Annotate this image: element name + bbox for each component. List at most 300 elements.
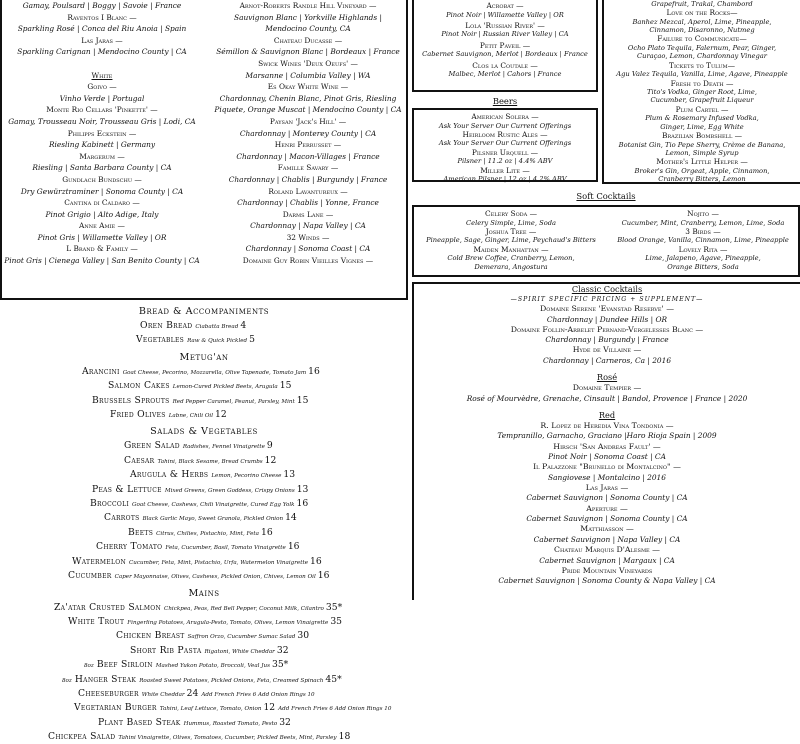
menu-item-description: Citrus, Chilies, Pistachio, Mint, Feta: [156, 530, 259, 537]
menu-item-description: Roasted Sweet Potatoes, Pickled Onions, Feta, Creamed Spinach: [139, 677, 324, 684]
red-wine-description: Pinot Noir | Willamette Valley | OR: [446, 10, 564, 19]
wine-category: Red: [598, 409, 616, 420]
wine-description: Gamay, Trousseau Noir, Trousseau Gris | Lodi, CA: [8, 116, 196, 126]
wine-row: [2, 12, 202, 24]
cocktails-panel: [602, 0, 800, 184]
menu-item: [0, 378, 408, 392]
soft-cocktail-description: Lime, Jalapeno, Agave, Pineapple,: [645, 254, 761, 263]
wine-name: Hirsch 'San Andreas Fault' —: [553, 441, 661, 451]
menu-item-price: 30: [297, 630, 310, 642]
menu-item: [0, 438, 408, 452]
soft-cocktail-entry: [416, 245, 606, 271]
beers-panel: [412, 96, 598, 184]
menu-item-description: Fingerling Potatoes, Arugula-Pesto, Tomato, Olives, Lemon Vinaigrette: [127, 619, 329, 626]
menu-item: [0, 525, 408, 539]
cocktail-name: Plum Cartel —: [675, 104, 729, 114]
menu-item-addon: Add French Fries 6 Add Onion Rings 10: [278, 706, 392, 713]
beer-description: American Pilsner | 12 oz | 4.2% ABV: [443, 175, 567, 184]
beer-entry: [414, 130, 596, 148]
menu-item-price: 32: [279, 716, 291, 728]
bread-section-title: Bread & Accompaniments: [138, 306, 270, 317]
menu-item-price: 16: [296, 498, 309, 510]
menu-item-description: Goat Cheese, Pecorino, Mozzarella, Olive Tapenade, Tomato Jam: [122, 369, 307, 376]
soft-cocktails-header: [412, 188, 800, 204]
wine-column-left: [2, 0, 202, 267]
wine-row: [2, 220, 202, 232]
menu-item-name: Salmon Cakes: [108, 380, 170, 392]
cocktail-description: Banhez Mezcal, Aperol, Lime, Pineapple,: [632, 17, 772, 26]
menu-item-description: Mixed Greens, Green Goddess, Crispy Onions: [164, 487, 295, 494]
menu-item-name: Plant Based Steak: [98, 716, 181, 728]
cocktail-description: Lemon, Simple Syrup: [665, 148, 739, 157]
menu-item-name: Green Salad: [124, 440, 180, 452]
menu-item: [0, 729, 408, 743]
wine-column-right: [208, 0, 408, 267]
menu-item-addon: Add French Fries 6 Add Onion Rings 10: [201, 691, 315, 698]
beer-entry: [414, 148, 596, 166]
menu-item: [0, 539, 408, 553]
wine-name: L Brand & Family —: [66, 244, 138, 254]
wine-description: Chardonnay, Chenin Blanc, Pinot Gris, Riesling: [219, 93, 397, 103]
red-wine-panel: [412, 0, 598, 92]
red-wine-description: Malbec, Merlot | Cahors | France: [448, 70, 562, 79]
metugan-section-title: Metug'an: [179, 351, 229, 363]
soft-cocktail-description: Celery Simple, Lime, Soda: [466, 218, 556, 227]
wine-description: Tempranillo, Garnacho, Graciano |Haro Rioja Spain | 2009: [497, 431, 717, 441]
cocktail-entry: [604, 79, 800, 105]
wine-name: Las Jaras —: [585, 482, 629, 492]
menu-item: [0, 496, 408, 510]
menu-item-description: Ciabatta Bread: [195, 324, 239, 330]
menu-item-description: Rigatoni, White Cheddar: [204, 648, 275, 655]
wine-description: Pinot Grigio | Alto Adige, Italy: [45, 209, 159, 219]
wine-description: Chardonnay | Dundee Hills | OR: [546, 314, 668, 324]
wine-row: [208, 93, 408, 105]
wine-name: Roland Lavantureux —: [268, 186, 348, 196]
menu-item-price: 45*: [325, 673, 342, 685]
menu-item-description: Tahini Vinaigrette, Olives, Tomatoes, Cucumber, Pickled Beets, Mint, Parsley: [118, 735, 337, 742]
soft-cocktail-entry: [608, 245, 798, 271]
red-wine-entry: [414, 21, 596, 39]
wine-row: [208, 12, 408, 24]
wine-name: Es Okay White Wine —: [267, 82, 349, 92]
menu-item: [0, 393, 408, 407]
menu-item-name: Caesar: [124, 454, 155, 466]
wine-row: [208, 255, 408, 267]
cocktail-name: Mother's Little Helper —: [656, 157, 748, 167]
wine-row: [2, 23, 202, 35]
menu-item-name: Beef Sirloin: [96, 659, 153, 671]
menu-item-price: 4: [240, 320, 247, 331]
wine-row: [2, 255, 202, 267]
wine-row: [208, 209, 408, 221]
wine-row: [208, 0, 408, 12]
soft-cocktails-title: Soft Cocktails: [576, 191, 636, 201]
menu-item-name: Cheeseburger: [78, 687, 139, 699]
portion-size: 8oz: [62, 677, 72, 684]
wine-name: Domaine Tempier —: [572, 383, 642, 393]
wine-description: Chardonnay | Napa Valley | CA: [250, 221, 366, 231]
menu-item-description: Raw & Quick Pickled: [187, 338, 248, 345]
cocktail-description: Agu Valez Tequila, Vanilla, Lime, Agave, Pineapple: [616, 70, 788, 79]
menu-item-price: 16: [260, 526, 273, 538]
beer-description: Ask Your Server Our Current Offerings: [438, 121, 572, 130]
wine-name: Chateau Marquis D'Alesme —: [554, 545, 660, 555]
wine-name: Monte Rio Cellars 'Pinkette' —: [46, 105, 158, 115]
menu-item-price: 9: [266, 440, 273, 452]
wine-description: Chardonnay | Carneros, Ca | 2016: [542, 355, 672, 365]
menu-item: [0, 318, 408, 332]
menu-item-description: Labne, Chili Oil: [168, 413, 213, 420]
cocktail-description: Cranberry Bitters, Lemon: [658, 175, 746, 184]
menu-item-name: Oren Bread: [140, 320, 193, 331]
cocktail-entry: [604, 61, 800, 79]
wine-name: Domaine Guy Robin Vieilles Vignes —: [242, 256, 374, 266]
cocktail-entry: [604, 105, 800, 131]
beers-box: [412, 108, 598, 182]
menu-item-price: 15: [296, 394, 309, 406]
cocktail-description: Ocho Plato Tequila, Falernum, Pear, Ginger,: [627, 44, 777, 53]
menu-item-price: 12: [264, 454, 277, 466]
red-wine-entry: [414, 61, 596, 79]
wine-row: [208, 139, 408, 151]
cocktail-name: Tickets to Tulum—: [669, 60, 735, 70]
beer-name: Pilsner Urquell —: [471, 147, 539, 157]
wine-description: Pinot Gris | Cienega Valley | San Benito County | CA: [4, 256, 200, 266]
wine-name: Goivo —: [87, 82, 117, 92]
soft-cocktail-description: Pineapple, Sage, Ginger, Lime, Peychaud's Bitters: [426, 236, 596, 245]
menu-item: [0, 700, 408, 714]
wine-description: Riesling | Santa Barbara County | CA: [32, 163, 172, 173]
wine-row: [2, 104, 202, 116]
wine-row: [208, 58, 408, 70]
soft-cocktails-box: [412, 205, 800, 277]
wine-row: [208, 35, 408, 47]
menu-item-price: 16: [310, 555, 322, 567]
wine-name: Domaine Serene 'Evanstad Reserve' —: [539, 304, 674, 313]
menu-item-description: Radishes, Fennel Vinaigrette: [182, 444, 265, 451]
wine-row: [208, 46, 408, 58]
wine-description: Gamay, Poulsard | Boggy | Savoie | France: [22, 1, 182, 10]
red-wine-name: Clos la Coutale —: [472, 60, 538, 70]
wine-row: [2, 174, 202, 186]
wine-name: Margerum —: [79, 151, 125, 161]
white-wine-panel: [0, 0, 408, 300]
wine-description: Cabernet Sauvignon | Sonoma County | CA: [526, 514, 688, 524]
menu-item-name: Beets: [128, 526, 154, 538]
soft-cocktail-name: Joshua Tree —: [485, 226, 537, 236]
cocktail-description: Botanist Gin, Tio Pepe Sherry, Crème de Banana,: [618, 140, 786, 149]
menu-item-price: 5: [249, 334, 255, 346]
wine-row: [208, 232, 408, 244]
menu-item-description: Red Pepper Caramel, Peanut, Parsley, Mint: [172, 398, 295, 405]
wine-name: Il Palazzone "Brunello di Montalcino" —: [533, 462, 681, 472]
wine-name: Swick Wines 'Deux Oeufs' —: [258, 58, 358, 68]
wine-row: [208, 104, 408, 116]
wine-description: Cabernet Sauvignon | Margaux | CA: [539, 555, 675, 565]
beer-name: American Solera —: [471, 112, 539, 121]
soft-cocktail-name: Nojito —: [687, 209, 719, 218]
menu-item: [0, 568, 408, 582]
wine-row: [208, 151, 408, 163]
wine-row: [2, 81, 202, 93]
menu-item-description: Saffron Orzo, Cucumber Sumac Salad: [187, 634, 296, 641]
menu-item-price: 24: [186, 687, 199, 699]
menu-item-name: Brussels Sprouts: [92, 394, 170, 406]
wine-row: [208, 220, 408, 232]
wine-description: Sparkling Rosé | Conca del Riu Anoia | Spain: [17, 24, 187, 34]
menu-item: [0, 554, 408, 568]
menu-item-description: Cucumber, Feta, Mint, Pistachio, Urfa, Watermelon Vinaigrette: [129, 559, 309, 566]
cocktail-description: Tito's Vodka, Ginger Root, Lime,: [647, 88, 757, 97]
wine-name: 32 Winds —: [286, 232, 330, 242]
pricing-note: —SPIRIT SPECIFIC PRICING + SUPPLEMENT—: [510, 296, 704, 303]
wine-row: [2, 186, 202, 198]
wine-description: Sparkling Carignan | Mendocino County | CA: [17, 47, 187, 57]
wine-name: Arnot-Roberts Randle Hill Vineyard —: [239, 1, 377, 10]
menu-item-price: 18: [338, 731, 351, 743]
menu-item-name: Za'atar Crusted Salmon: [54, 601, 162, 613]
menu-item-name: Watermelon: [72, 555, 127, 567]
menu-item-name: Short Rib Pasta: [130, 644, 202, 656]
wine-row: [2, 93, 202, 105]
soft-cocktail-description: Demerara, Angostura: [474, 262, 548, 271]
soft-cocktail-name: 3 Birds —: [685, 226, 721, 236]
menu-item-price: 14: [285, 512, 297, 524]
wine-name: Raventos I Blanc —: [67, 12, 137, 22]
wine-description: Cabernet Sauvignon | Napa Valley | CA: [533, 534, 681, 544]
wine-description: Mendocino County, CA: [265, 24, 351, 34]
menu-item-name: Vegetables: [136, 334, 185, 346]
menu-item-description: Lemon-Cured Pickled Beets, Arugula: [172, 384, 278, 391]
menu-item-description: Lemon, Pecorino Cheese: [211, 473, 282, 480]
red-wine-name: Acrobat —: [486, 1, 524, 10]
wine-description: Chardonnay | Monterey County | CA: [239, 128, 377, 138]
wine-row: [2, 243, 202, 255]
soft-cocktail-entry: [608, 227, 798, 245]
cocktail-entry: [604, 157, 800, 183]
wine-row: [2, 46, 202, 58]
wine-row: [2, 70, 202, 82]
menu-item-name: Broccoli: [90, 498, 130, 510]
menu-item: [0, 672, 408, 686]
menu-item: [0, 332, 408, 346]
cocktail-description: Grapefruit, Trakal, Chambord: [651, 0, 753, 8]
menu-item: [0, 600, 408, 614]
menu-item-price: 35: [330, 615, 343, 627]
soft-cocktail-name: Lovely Rita —: [678, 244, 728, 254]
wine-name: Philipps Eckstein —: [67, 128, 137, 138]
menu-item: [0, 614, 408, 628]
wine-description: Cabernet Sauvignon | Sonoma County & Napa Valley | CA: [498, 576, 716, 586]
wine-name: Darms Lane —: [282, 209, 334, 219]
wine-row: [208, 174, 408, 186]
wine-row: [2, 162, 202, 174]
menu-item: [0, 715, 408, 729]
cocktail-description: Ginger, Lime, Egg White: [660, 122, 744, 131]
cocktail-description: Broker's Gin, Orgeat, Apple, Cinnamon,: [634, 166, 770, 175]
wine-row: [208, 243, 408, 255]
menu-item: [0, 467, 408, 481]
menu-item: [0, 407, 408, 421]
red-wine-name: Lola 'Russian River' —: [465, 20, 545, 30]
wine-description: Pinot Noir | Sonoma Coast | CA: [548, 452, 666, 462]
beer-name: Heirloom Rustic Ales —: [462, 129, 548, 139]
menu-item: [0, 657, 408, 671]
menu-item-price: 35*: [271, 659, 289, 671]
mains-section-title: Mains: [188, 587, 220, 599]
menu-item-description: White Cheddar: [141, 691, 185, 698]
wine-row: [2, 116, 202, 128]
wine-description: Cabernet Sauvignon | Sonoma County | CA: [526, 493, 688, 503]
menu-item-name: Hanger Steak: [74, 673, 137, 685]
menu-item-price: 12: [214, 409, 227, 421]
wine-name: Hyde de Villaine —: [572, 345, 642, 355]
wine-name: Famille Savary —: [277, 163, 339, 173]
wine-row: [2, 232, 202, 244]
red-wine-description: Pinot Noir | Russian River Valley | CA: [441, 30, 569, 39]
wine-description: Sangiovese | Montalcino | 2016: [548, 472, 666, 482]
wine-row: [2, 0, 202, 12]
wine-row: [2, 128, 202, 140]
cocktail-description: Cinnamon, Disaronno, Nutmeg: [649, 26, 755, 35]
red-wine-entry: [414, 1, 596, 19]
wine-description: Sémillon & Sauvignon Blanc | Bordeaux | France: [216, 47, 400, 57]
wine-row: [208, 197, 408, 209]
cocktail-entry: [604, 0, 800, 8]
wine-name: Anne Amie —: [79, 221, 125, 231]
menu-item-description: Tahini, Leaf Lettuce, Tomato, Onion: [159, 706, 262, 713]
menu-item-description: Goat Cheese, Cashews, Chili Vinaigrette, Cured Egg Yolk: [132, 502, 295, 509]
beer-entry: [414, 166, 596, 184]
menu-item-price: 13: [283, 469, 296, 481]
portion-size: 8oz: [84, 663, 94, 670]
wine-name: Pride Mountain Vineyards: [561, 565, 653, 575]
menu-item-name: Vegetarian Burger: [74, 702, 157, 714]
wine-name: Gundlach Bundschu —: [62, 174, 142, 184]
red-wine-description: Cabernet Sauvignon, Merlot | Bordeaux | France: [422, 50, 588, 59]
menu-item-price: 35*: [325, 601, 343, 613]
menu-item-name: Peas & Lettuce: [92, 483, 162, 495]
wine-name: Chateau Ducasse —: [273, 35, 343, 45]
wine-row: [208, 81, 408, 93]
wine-name: Cantina di Caldaro —: [64, 198, 140, 208]
menu-item-description: Black Garlic Mayo, Sweet Granola, Pickled Onion: [142, 516, 284, 523]
menu-item-price: 16: [308, 365, 320, 377]
wine-description: Pinot Gris | Willamette Valley | OR: [37, 232, 167, 242]
wine-row: [2, 35, 202, 47]
wine-row: [2, 209, 202, 221]
wine-name: R. Lopez de Heredia Vina Tondonia —: [540, 420, 674, 430]
menu-item-name: Carrots: [104, 512, 140, 524]
wine-name: Paysan 'Jack's Hill' —: [269, 116, 347, 126]
wine-row: [208, 116, 408, 128]
soft-cocktail-name: Celery Soda —: [484, 209, 538, 218]
wine-row: [208, 128, 408, 140]
wine-description: Dry Gewürztraminer | Sonoma County | CA: [20, 186, 184, 196]
beers-title: Beers: [492, 96, 518, 106]
soft-cocktail-description: Orange Bitters, Soda: [667, 262, 739, 271]
wine-by-bottle-panel: [412, 282, 800, 600]
wine-name: Las Jaras —: [81, 35, 123, 45]
soft-cocktails-right: [608, 209, 798, 271]
menu-item-description: Feta, Cucumber, Basil, Tomato Vinaigrette: [165, 545, 286, 552]
wine-name: Domaine Follin-Arbelet Pernand-Vergelesses Blanc —: [510, 324, 704, 334]
wine-row: [208, 70, 408, 82]
menu-item-name: Chickpea Salad: [48, 731, 116, 743]
menu-item-description: Tahini, Black Sesame, Bread Crumbs: [157, 458, 263, 465]
wine-row: [2, 139, 202, 151]
cocktail-name: Fresh to Death —: [670, 78, 734, 88]
menu-item: [0, 364, 408, 378]
cocktail-description: Cucumber, Grapefruit Liqueur: [650, 96, 754, 105]
wine-description: Chardonnay | Chablis | Yonne, France: [237, 198, 379, 208]
cocktail-entry: [604, 131, 800, 157]
menu-item-name: Cherry Tomato: [96, 541, 163, 553]
menu-item: [0, 643, 408, 657]
menu-item-name: Cucumber: [68, 570, 112, 582]
menu-item-name: White Trout: [68, 615, 125, 627]
soft-cocktail-entry: [608, 209, 798, 227]
salads-section-title: Salads & Vegetables: [150, 426, 258, 438]
menu-item-description: Chickpea, Peas, Red Bell Pepper, Coconut Milk, Cilantro: [164, 605, 324, 612]
wine-description: Piquete, Orange Muscat | Mendocino County | CA: [214, 105, 402, 115]
red-wine-entry: [414, 41, 596, 59]
menu-item-description: Mashed Yukon Potato, Broccoli, Veal Jus: [155, 663, 270, 670]
menu-item-name: Arancini: [82, 365, 120, 377]
wine-row: [208, 23, 408, 35]
wine-name: Matthiasson —: [580, 524, 634, 534]
wine-row: [2, 151, 202, 163]
menu-item-description: Hummus, Roasted Tomato, Pesto: [183, 720, 278, 727]
wine-description: Chardonnay | Sonoma Coast | CA: [245, 244, 371, 254]
wine-category: Rosé: [596, 372, 618, 383]
wine-description: Chardonnay | Macon-Villages | France: [236, 151, 380, 161]
cocktail-name: Love on the Rocks—: [666, 8, 738, 18]
menu-item-name: Arugula & Herbs: [130, 469, 209, 481]
wine-name: Aperture —: [586, 503, 628, 513]
wine-name: Henri Perrusset —: [274, 140, 342, 150]
beer-description: Ask Your Server Our Current Offerings: [438, 139, 572, 148]
menu-item-price: 32: [276, 644, 289, 656]
menu-item: [0, 686, 408, 700]
wine-description: Vinho Verde | Portugal: [59, 93, 145, 103]
menu-item-price: 15: [279, 380, 292, 392]
spacer: [2, 58, 202, 70]
cocktail-description: Plum & Rosemary Infused Vodka,: [645, 114, 759, 123]
soft-cocktails-left: [416, 209, 606, 271]
menu-item: [0, 628, 408, 642]
soft-cocktail-entry: [416, 209, 606, 227]
wine-description: Chardonnay | Burgundy | France: [545, 335, 669, 345]
soft-cocktail-name: Maiden Manhattan —: [473, 244, 549, 254]
wine-description: Chardonnay | Chablis | Burgundy | France: [228, 174, 388, 184]
menu-item-name: Fried Olives: [110, 409, 166, 421]
wine-description: Marsanne | Columbia Valley | WA: [245, 70, 371, 80]
menu-item: [0, 510, 408, 524]
wine-description: Rosé of Mourvèdre, Grenache, Cinsault | Bandol, Provence | France | 2020: [466, 393, 748, 403]
wine-row: [208, 162, 408, 174]
menu-item-price: 12: [263, 702, 276, 714]
wine-row: [208, 186, 408, 198]
soft-cocktail-entry: [416, 227, 606, 245]
cocktail-name: Failure to Communicate—: [657, 34, 747, 44]
wine-row: [2, 197, 202, 209]
cocktail-entry: [604, 8, 800, 34]
soft-cocktail-description: Cucumber, Mint, Cranberry, Lemon, Lime, Soda: [621, 218, 785, 227]
soft-cocktail-description: Cold Brew Coffee, Cranberry, Lemon,: [447, 254, 575, 263]
wine-description: Riesling Kabinett | Germany: [48, 140, 156, 150]
